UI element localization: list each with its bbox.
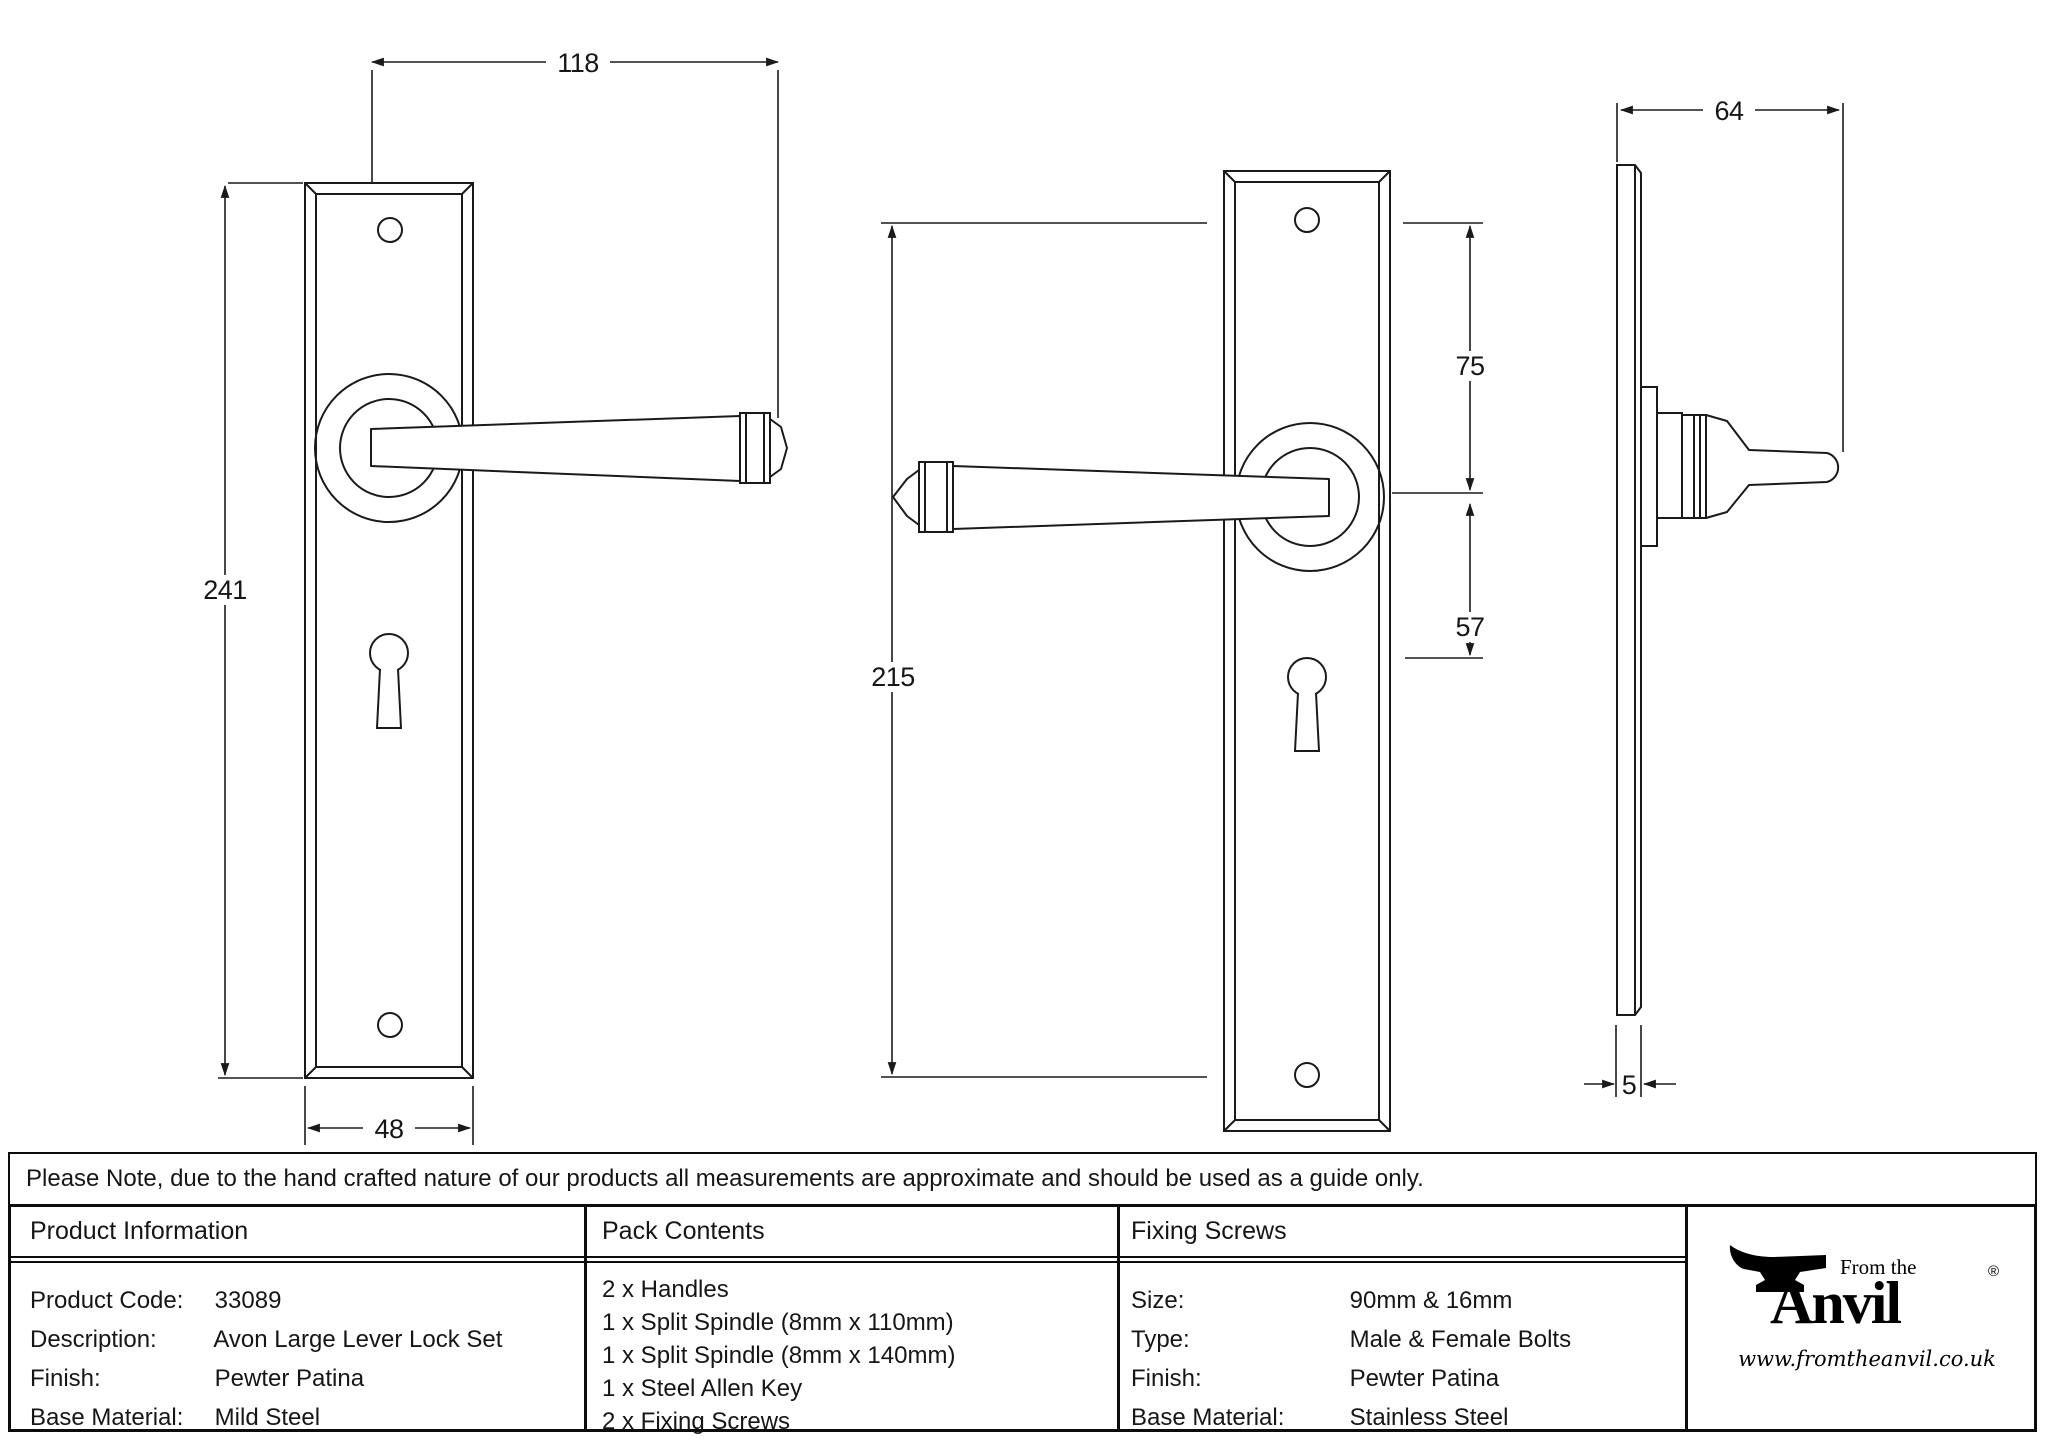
row-value: 90mm & 16mm	[1349, 1287, 1513, 1314]
pack-contents-rows	[602, 1273, 955, 1438]
row-label: Size:	[1131, 1287, 1185, 1314]
screw-hole-bottom	[1295, 1063, 1319, 1087]
product-information-rows	[30, 1281, 502, 1437]
dim-label-118: 118	[557, 48, 599, 78]
header-fixing-screws: Fixing Screws	[1131, 1217, 1287, 1245]
bevel-corner	[1379, 171, 1390, 182]
brand-logo	[1688, 1207, 2037, 1429]
row-label: Base Material:	[1131, 1404, 1285, 1431]
keyhole-slot	[1295, 693, 1319, 751]
row-label: Product Code:	[30, 1287, 184, 1314]
row-value: 33089	[214, 1287, 282, 1314]
table-row	[30, 1281, 502, 1320]
list-item: 1 x Split Spindle (8mm x 140mm)	[602, 1342, 956, 1369]
row-value: Male & Female Bolts	[1349, 1326, 1572, 1353]
header-divider	[11, 1256, 584, 1263]
dim-label-75: 75	[1455, 351, 1485, 381]
screw-hole-bottom	[378, 1013, 402, 1037]
keyhole-circle	[1288, 658, 1326, 696]
row-value: Pewter Patina	[1349, 1365, 1500, 1392]
screw-hole-top	[378, 218, 402, 242]
table-row	[30, 1320, 502, 1359]
table-row	[1131, 1281, 1571, 1320]
registered-mark: ®	[1988, 1263, 2000, 1280]
dim-label-64: 64	[1714, 96, 1744, 126]
table-row	[30, 1398, 502, 1437]
lever-grip	[953, 466, 1329, 529]
row-label: Base Material:	[30, 1404, 184, 1431]
column-divider	[584, 1207, 587, 1429]
spec-table	[8, 1204, 2037, 1435]
screw-hole-top	[1295, 208, 1319, 232]
fixing-screws-rows	[1131, 1281, 1571, 1437]
backplate-bevel	[1235, 182, 1379, 1120]
header-divider	[1120, 1256, 1685, 1263]
keyhole-slot	[377, 669, 401, 728]
row-value: Mild Steel	[214, 1404, 321, 1431]
list-item: 2 x Fixing Screws	[602, 1408, 791, 1435]
side-view	[1584, 96, 1843, 1100]
row-value: Stainless Steel	[1349, 1404, 1509, 1431]
bevel-corner	[305, 183, 316, 194]
row-label: Type:	[1131, 1326, 1190, 1353]
backplate-side-outline	[1617, 165, 1641, 1015]
dim-label-241: 241	[203, 575, 247, 605]
table-row	[1131, 1359, 1571, 1398]
lever-tip-cone	[770, 419, 787, 477]
bevel-corner	[1224, 171, 1235, 182]
bevel-corner	[1379, 1120, 1390, 1131]
lever-collar	[740, 413, 770, 483]
rose-back-disc	[1641, 387, 1657, 546]
dim-label-57: 57	[1455, 612, 1485, 642]
header-product-information: Product Information	[30, 1217, 249, 1245]
note-box	[8, 1152, 2037, 1206]
row-label: Finish:	[1131, 1365, 1202, 1392]
row-value: Avon Large Lever Lock Set	[213, 1326, 503, 1353]
table-row	[1131, 1398, 1571, 1437]
logo-url: www.fromtheanvil.co.uk	[1738, 1347, 1996, 1371]
dim-label-48: 48	[374, 1114, 404, 1144]
lever-tip-cone	[893, 470, 919, 525]
bevel-corner	[462, 1067, 473, 1078]
logo-from-the: From the	[1840, 1255, 1917, 1279]
row-value: Pewter Patina	[214, 1365, 365, 1392]
backplate-outline	[1224, 171, 1390, 1131]
dim-label-215: 215	[871, 662, 915, 692]
row-label: Description:	[30, 1326, 157, 1353]
table-row	[1131, 1320, 1571, 1359]
rear-view	[857, 171, 1496, 1131]
note-text: Please Note, due to the hand crafted nature of our products all measurements are approximate and should be used as a guide only.	[26, 1165, 1424, 1192]
keyhole-circle	[370, 634, 408, 672]
list-item: 1 x Split Spindle (8mm x 110mm)	[602, 1309, 954, 1336]
list-item: 1 x Steel Allen Key	[602, 1375, 803, 1402]
bevel-corner	[462, 183, 473, 194]
header-divider	[587, 1256, 1117, 1263]
list-item: 2 x Handles	[602, 1276, 729, 1303]
bevel-corner	[305, 1067, 316, 1078]
header-pack-contents: Pack Contents	[602, 1217, 765, 1245]
logo-brand-text: Anvil	[1770, 1270, 1901, 1336]
lever-grip	[371, 416, 740, 481]
backplate-outline	[305, 183, 473, 1078]
front-view	[193, 48, 787, 1145]
row-label: Finish:	[30, 1365, 101, 1392]
backplate-bevel	[316, 194, 462, 1067]
column-divider	[1117, 1207, 1120, 1429]
lever-side-profile	[1706, 415, 1838, 518]
rose-front-disc	[1657, 413, 1682, 518]
table-row	[30, 1359, 502, 1398]
dim-label-5: 5	[1621, 1070, 1637, 1100]
bevel-corner	[1224, 1120, 1235, 1131]
